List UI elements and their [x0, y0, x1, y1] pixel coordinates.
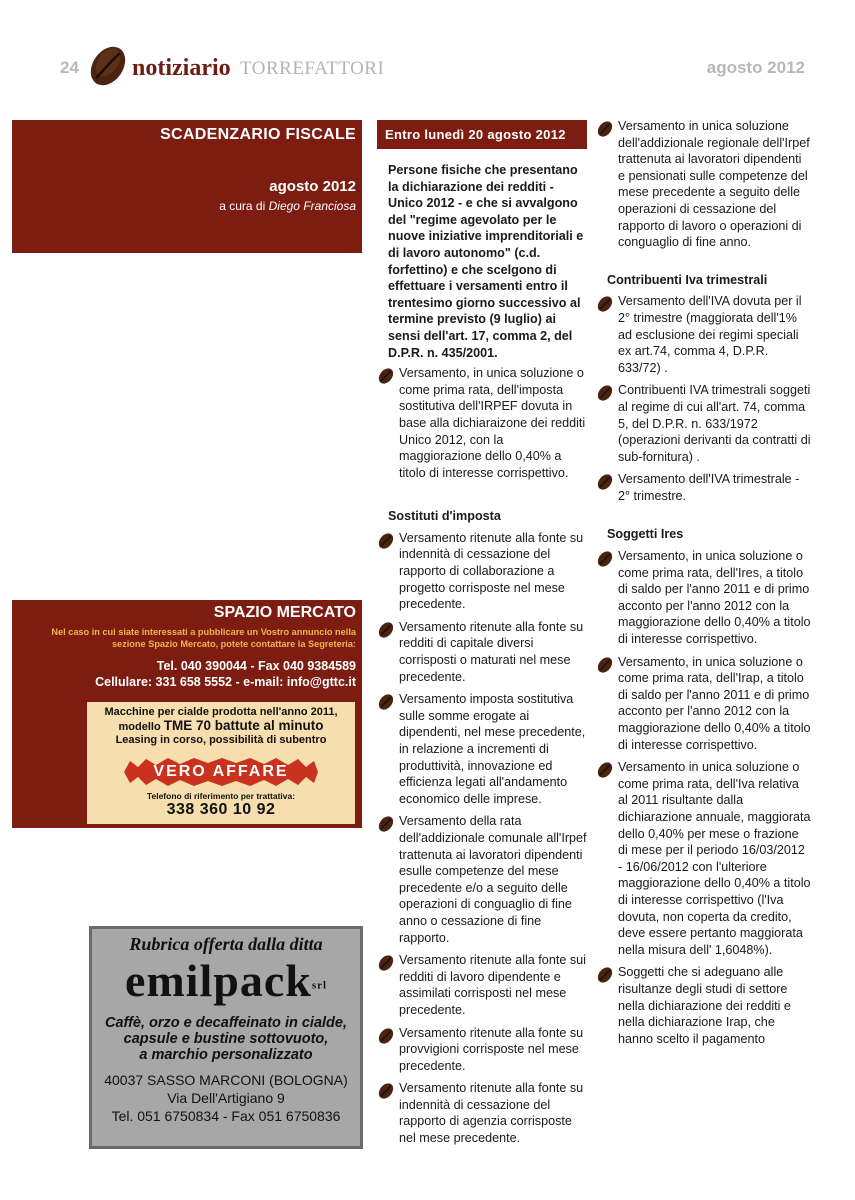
- coffee-bean-logo-icon: [86, 44, 130, 88]
- spazio-mercato-note: Nel caso in cui siate interessati a pubblicare un Vostro annuncio nella sezione Spazio Mercato, potete contattare la Segreteria:: [51, 627, 356, 649]
- coffee-bean-icon: [596, 120, 614, 138]
- ad-line-2: modello TME 70 battute al minuto: [118, 718, 324, 733]
- brand-subtitle: TORREFATTORI: [240, 58, 385, 79]
- coffee-bean-icon: [377, 532, 395, 550]
- list-item: Versamento ritenute alla fonte su indennità di cessazione del rapporto di agenzia corrisposte nel mese precedente.: [377, 1080, 587, 1146]
- scadenzario-title: SCADENZARIO FISCALE: [160, 126, 356, 143]
- ad-line-3: Leasing in corso, possibilità di subentro: [115, 734, 327, 746]
- list-item: Soggetti che si adeguano alle risultanze degli studi di settore nella dichiarazione dei redditi e nella dichiarazione Irap, che hanno scelto il pagamento: [596, 964, 811, 1047]
- coffee-bean-icon: [377, 1082, 395, 1100]
- page-number: 24: [60, 58, 79, 77]
- emilpack-ad: [89, 926, 363, 1149]
- list-item: Versamento, in unica soluzione o come prima rata, dell'Ires, a titolo di saldo per l'anno 2011 e di primo acconto per l'anno 2012 con la maggiorazione dello 0,40% a titolo di interesse corrispettivo.: [596, 548, 811, 648]
- list-item: Versamento, in unica soluzione o come prima rata, dell'Irap, a titolo di saldo per l'anno 2011 e di primo acconto per l'anno 2012 con la maggiorazione dello 0,40% a titolo di interesse corrispettivo.: [596, 654, 811, 754]
- classified-ad: [87, 702, 355, 824]
- list-item: Versamento dell'IVA dovuta per il 2° trimestre (maggiorata dell'1% ad esclusione dei regimi speciali ex art.74, comma 4, D.P.R. 633/72) .: [596, 293, 811, 376]
- ad-ref-phone: 338 360 10 92: [166, 801, 276, 818]
- scadenzario-banner: [12, 120, 362, 253]
- ad-ref-label: Telefono di riferimento per trattativa:: [146, 791, 296, 801]
- list-item: Versamento in unica soluzione o come prima rata, dell'Iva relativa al 2011 risultante dalla dichiarazione annuale, maggiorata dello 0,40% per mese o frazione di mese per il periodo 16/03/2012 - 16/06/2012 con l'ulteriore maggiorazione dello 0,40% a titolo di interesse corrispettivo (l'Iva dovuta, non coperta da credito, deve essere pertanto maggiorata nella misura dell' 1,6048%).: [596, 759, 811, 958]
- coffee-bean-icon: [377, 621, 395, 639]
- list-item: Versamento in unica soluzione dell'addizionale regionale dell'Irpef trattenuta ai lavoratori dipendenti e pensionati sulle competenze del mese precedente a seguito delle operazioni di cessazione del rapporto di lavoro o operazioni di conguaglio di fine anno.: [596, 118, 811, 251]
- brand-title: notiziario: [132, 55, 231, 81]
- coffee-bean-icon: [596, 473, 614, 491]
- list-item: Versamento ritenute alla fonte su provvigioni corrisposte nel mese precedente.: [377, 1025, 587, 1075]
- list-item: Versamento imposta sostitutiva sulle somme erogate ai dipendenti, nel mese precedente, in relazione a incrementi di produttività, innovazione ed efficienza legati all'andamento economico delle imprese.: [377, 691, 587, 807]
- coffee-bean-icon: [377, 815, 395, 833]
- section-heading-iva: Contribuenti Iva trimestrali: [607, 272, 768, 287]
- ad-line-1: Macchine per cialde prodotta nell'anno 2011,: [104, 706, 338, 718]
- coffee-bean-icon: [377, 954, 395, 972]
- intro-paragraph: Persone fisiche che presentano la dichiarazione dei redditi - Unico 2012 - e che si avvalgono del "regime agevolato per le nuove iniziative imprenditoriali e di lavoro autonomo" (c.d. forfettino) e che scelgono di effettuare i versamenti entro il trentesimo giorno successivo al termine previsto (9 luglio) ai sensi dell'art. 17, comma 2, del D.P.R. n. 435/2001.: [388, 163, 584, 360]
- list-item: Versamento ritenute alla fonte sui redditi di lavoro dipendente e assimilati corrisposti nel mese precedente.: [377, 952, 587, 1018]
- coffee-bean-icon: [596, 384, 614, 402]
- deadline-banner: Entro lunedì 20 agosto 2012: [377, 120, 587, 149]
- section-heading-sostituti: Sostituti d'imposta: [388, 509, 501, 524]
- column-middle: [377, 120, 587, 1147]
- list-item: Versamento della rata dell'addizionale comunale all'Irpef trattenuta ai lavoratori dipendenti esulle competenze del mese precedente e/o a seguito delle operazioni di conguaglio di fine anno o cessazione di fine rapporto.: [377, 813, 587, 946]
- emilpack-desc: Caffè, orzo e decaffeinato in cialde, capsule e bustine sottovuoto, a marchio personalizzato: [104, 1015, 347, 1064]
- coffee-bean-icon: [596, 761, 614, 779]
- spazio-mercato-mobile: Cellulare: 331 658 5552 - e-mail: info@gttc.it: [95, 675, 356, 689]
- list-item: Versamento, in unica soluzione o come prima rata, dell'imposta sostitutiva dell'IRPEF dovuta in base alla dichiaraizone dei redditi Unico 2012, con la maggiorazione dello 0,40% a titolo di interesse corrispettivo.: [377, 365, 587, 481]
- list-item: Versamento ritenute alla fonte su redditi di capitale diversi corrisposti o maturati nel mese precedente.: [377, 619, 587, 685]
- spazio-mercato-title: SPAZIO MERCATO: [213, 604, 356, 621]
- issue-date: agosto 2012: [706, 58, 805, 77]
- list-item: Contribuenti IVA trimestrali soggeti al regime di cui all'art. 74, comma 5, del D.P.R. n. 633/1972 (operazioni derivanti da contratti di sub-fornitura) .: [596, 382, 811, 465]
- emilpack-address: 40037 SASSO MARCONI (BOLOGNA) Via Dell'Artigiano 9 Tel. 051 6750834 - Fax 051 6750836: [104, 1072, 348, 1125]
- emilpack-script: Rubrica offerta dalla ditta: [129, 934, 323, 954]
- scadenzario-month: agosto 2012: [269, 178, 356, 195]
- list-item: Versamento dell'IVA trimestrale - 2° trimestre.: [596, 471, 811, 504]
- section-heading-ires: Soggetti Ires: [607, 527, 684, 542]
- emilpack-name: emilpacksrl: [124, 955, 328, 1006]
- coffee-bean-icon: [596, 656, 614, 674]
- coffee-bean-icon: [596, 550, 614, 568]
- vero-affare-badge: VERO AFFARE: [116, 757, 326, 787]
- spazio-mercato-phone: Tel. 040 390044 - Fax 040 9384589: [156, 659, 356, 673]
- coffee-bean-icon: [377, 367, 395, 385]
- coffee-bean-icon: [596, 295, 614, 313]
- coffee-bean-icon: [377, 1027, 395, 1045]
- coffee-bean-icon: [377, 693, 395, 711]
- coffee-bean-icon: [596, 966, 614, 984]
- spazio-mercato-box: [12, 600, 362, 828]
- scadenzario-curator: a cura di Diego Franciosa: [219, 199, 356, 213]
- list-item: Versamento ritenute alla fonte su indennità di cessazione del rapporto di collaborazione a progetto corrisposte nel mese precedente.: [377, 530, 587, 613]
- column-right: [596, 118, 811, 1047]
